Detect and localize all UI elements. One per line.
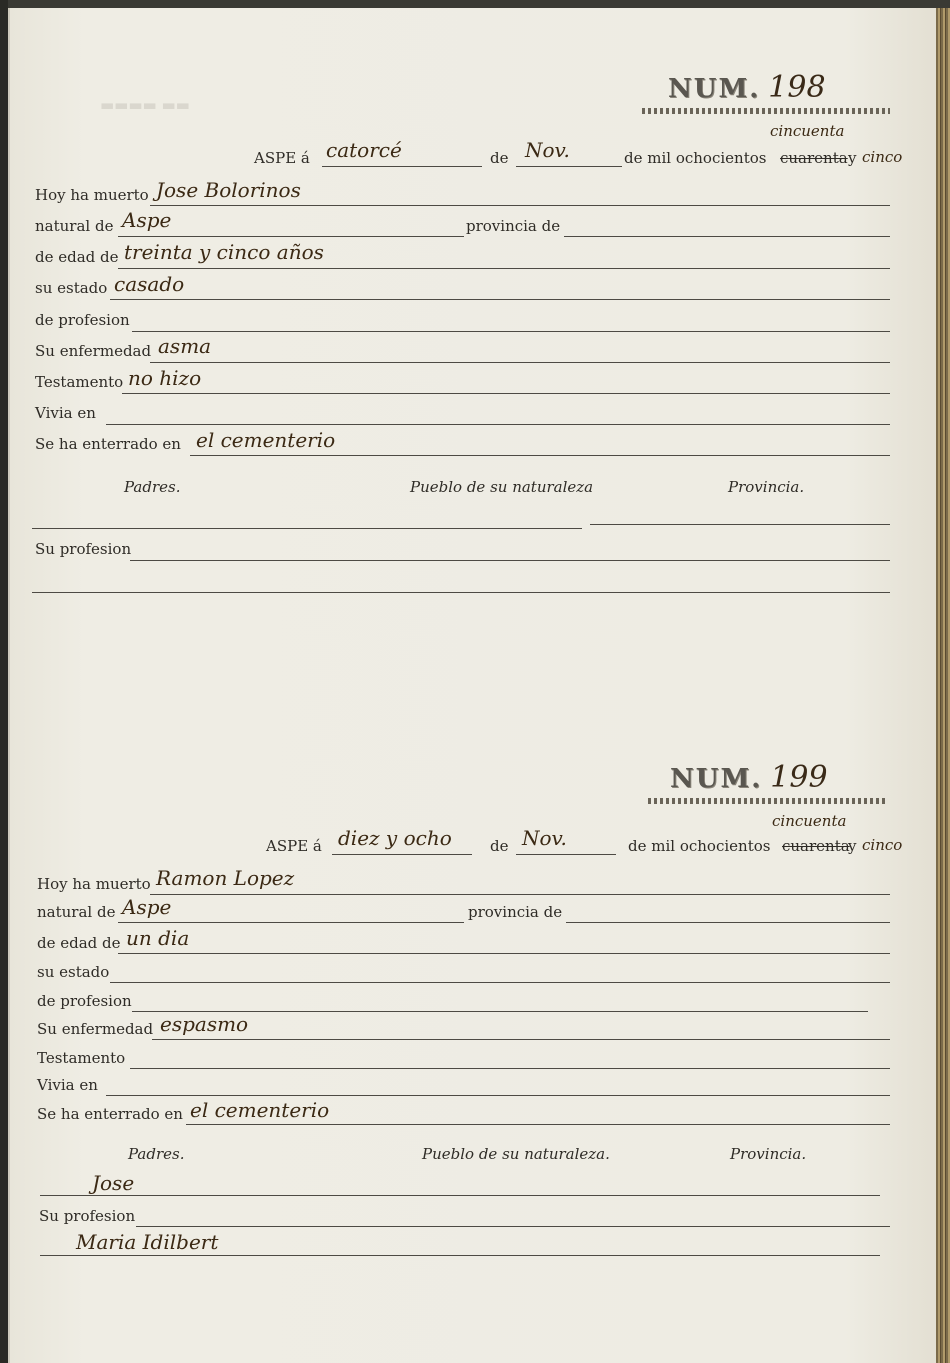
entry-number <box>668 70 826 105</box>
row-rule <box>132 331 890 332</box>
enfermedad-label: Su enfermedad <box>37 1020 154 1038</box>
provincia-label: provincia de <box>466 217 561 235</box>
deceased-name: Ramon Lopez <box>156 866 295 890</box>
de-label: de <box>490 837 509 855</box>
natural-label: natural de <box>37 903 116 921</box>
year-text: de mil ochocientos <box>624 149 767 167</box>
row-rule <box>150 205 890 206</box>
row-rule <box>150 362 890 363</box>
year-last: cinco <box>862 836 903 854</box>
de-label: de <box>490 149 509 167</box>
page-edge <box>936 8 950 1363</box>
day-value: catorcé <box>326 138 402 162</box>
row-rule <box>190 455 890 456</box>
hoy-label: Hoy ha muerto <box>37 875 151 893</box>
enfermedad-label: Su enfermedad <box>35 342 152 360</box>
row-rule <box>566 922 890 923</box>
natural-value: Aspe <box>122 895 172 919</box>
estado-label: su estado <box>35 279 108 297</box>
year-y: y <box>848 837 857 855</box>
row-rule <box>106 1095 890 1096</box>
enfermedad-value: espasmo <box>160 1012 249 1036</box>
year-struck: cuarenta <box>782 837 850 855</box>
pueblo-header: Pueblo de su naturaleza <box>410 478 594 496</box>
row-rule <box>110 982 890 983</box>
padres-header: Padres. <box>128 1145 185 1163</box>
year-y: y <box>848 149 857 167</box>
row-rule <box>130 560 890 561</box>
entry-number <box>670 760 828 795</box>
provincia-label: provincia de <box>468 903 563 921</box>
year-text: de mil ochocientos <box>628 837 771 855</box>
testamento-label: Testamento <box>35 373 124 391</box>
enterrado-value: el cementerio <box>190 1098 330 1122</box>
vivia-label: Vivia en <box>37 1076 98 1094</box>
row-rule <box>186 1124 890 1125</box>
year-last: cinco <box>862 148 903 166</box>
row-rule <box>110 299 890 300</box>
bleed-through: ▬▬▬▬ ▬▬ <box>100 96 190 114</box>
row-rule <box>32 592 890 593</box>
row-rule <box>32 528 582 529</box>
profesion-label: de profesion <box>35 311 130 329</box>
month-rule <box>516 854 616 855</box>
day-rule <box>322 166 482 167</box>
edad-label: de edad de <box>37 934 121 952</box>
estado-label: su estado <box>37 963 110 981</box>
edad-value: treinta y cinco años <box>124 240 324 264</box>
padres-header: Padres. <box>124 478 181 496</box>
pueblo-header: Pueblo de su naturaleza. <box>422 1145 610 1163</box>
row-rule <box>118 268 890 269</box>
row-rule <box>40 1255 880 1256</box>
num-label: NUM. <box>668 74 761 104</box>
deceased-name: Jose Bolorinos <box>156 178 301 202</box>
enterrado-label: Se ha enterrado en <box>35 435 181 453</box>
row-rule <box>564 236 890 237</box>
place-label: ASPE á <box>254 149 310 167</box>
estado-value: casado <box>114 272 185 296</box>
row-rule <box>590 524 890 525</box>
day-value: diez y ocho <box>338 826 452 850</box>
provincia-header: Provincia. <box>728 478 805 496</box>
month-rule <box>516 166 622 167</box>
month-value: Nov. <box>522 826 567 850</box>
edad-label: de edad de <box>35 248 119 266</box>
day-rule <box>332 854 472 855</box>
month-value: Nov. <box>525 138 570 162</box>
row-rule <box>122 393 890 394</box>
year-correction: cincuenta <box>770 122 845 140</box>
year-struck: cuarenta <box>780 149 848 167</box>
num-value: 198 <box>768 70 826 105</box>
year-correction: cincuenta <box>772 812 847 830</box>
row-rule <box>106 424 890 425</box>
su-profesion-label: Su profesion <box>35 540 132 558</box>
place-label: ASPE á <box>266 837 322 855</box>
hoy-label: Hoy ha muerto <box>35 186 149 204</box>
row-rule <box>118 953 890 954</box>
row-rule <box>150 894 890 895</box>
profesion-label: de profesion <box>37 992 132 1010</box>
num-value: 199 <box>770 760 828 795</box>
edad-value: un dia <box>126 926 190 950</box>
testamento-label: Testamento <box>37 1049 126 1067</box>
enterrado-label: Se ha enterrado en <box>37 1105 183 1123</box>
num-ornament-rule <box>648 798 888 804</box>
natural-label: natural de <box>35 217 114 235</box>
su-profesion-label: Su profesion <box>39 1207 136 1225</box>
vivia-label: Vivia en <box>35 404 96 422</box>
book-spine <box>0 0 8 1363</box>
row-rule <box>152 1039 890 1040</box>
madre-value: Maria Idilbert <box>76 1230 219 1254</box>
enterrado-value: el cementerio <box>196 428 336 452</box>
num-ornament-rule <box>642 108 890 114</box>
num-label: NUM. <box>670 764 763 794</box>
provincia-header: Provincia. <box>730 1145 807 1163</box>
row-rule <box>118 236 464 237</box>
testamento-value: no hizo <box>128 366 202 390</box>
enfermedad-value: asma <box>158 334 212 358</box>
row-rule <box>130 1068 890 1069</box>
padre-value: Jose <box>92 1171 135 1195</box>
register-page <box>8 8 938 1363</box>
row-rule <box>40 1195 880 1196</box>
row-rule <box>118 922 464 923</box>
natural-value: Aspe <box>122 208 172 232</box>
row-rule <box>136 1226 890 1227</box>
